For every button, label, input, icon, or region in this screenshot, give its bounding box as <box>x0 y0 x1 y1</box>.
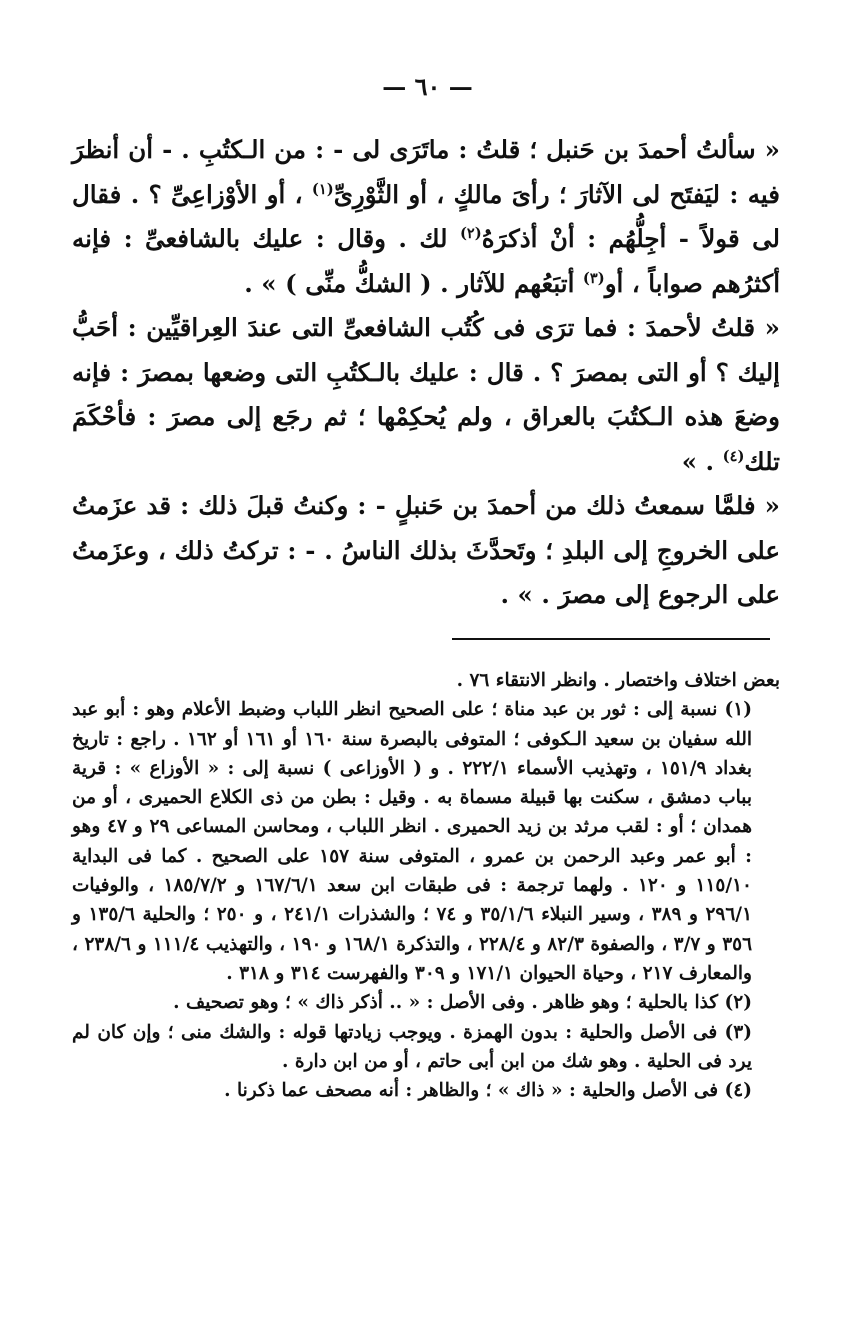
footnote-ref-1[interactable]: (١) <box>311 180 334 198</box>
paragraph-3: « فلمَّا سمعتُ ذلك من أحمدَ بن حَنبلٍ - : وكنتُ قبلَ ذلك : قد عزَمتُ على الخروجِ إلى البلدِ ؛ وتَحدَّثَ بذلك الناسُ . - : تركتُ ذلك ، وعزَمتُ على الرجوع إلى مصرَ . » . <box>72 491 780 609</box>
page-number: — ٦٠ — <box>382 72 473 101</box>
footnote-4: (٤) فى الأصل والحلية : « ذاك » ؛ والظاهر : أنه مصحف عما ذكرنا . <box>224 1080 752 1102</box>
footnotes <box>72 666 780 1105</box>
footnote-ref-2[interactable]: (٢) <box>459 224 482 242</box>
footnote-continuation: بعض اختلاف واختصار . وانظر الانتقاء ٧٦ . <box>456 670 780 691</box>
footnote-3: (٣) فى الأصل والحلية : بدون الهمزة . ويوجب زيادتها قوله : والشك منى ؛ وإن كان لم يرد فى الحلية . وهو شك من ابن أبى حاتم ، أو من ابن دارة . <box>72 1021 752 1072</box>
footnote-ref-4[interactable]: (٤) <box>722 447 745 465</box>
paragraph-1: « سألتُ أحمدَ بن حَنبل ؛ قلتُ : ماتَرَى لى - : من الـكتُبِ . - أن أنظرَ فيه : ليَفتَح لى الآثارَ ؛ رأىَ مالكٍ ، أو الثَّوْرِىِّ$^{(١)}$ ، أو الأوْزاعِىِّ ؟ . فقال لى قولاً - أجِلُّهُم : أنْ أذكرَهُ$^{(٢)}$ لك . وقال : عليك بالشافعىِّ : فإنه أكثرُهم صواباً ، أو$^{(٣)}$ أتبَعُهم للآثار . ( الشكُّ منِّى ) » . <box>72 135 781 298</box>
footnote-2: (٢) كذا بالحلية ؛ وهو ظاهر . وفى الأصل : « .. أذكر ذاك » ؛ وهو تصحيف . <box>173 992 752 1014</box>
main-text <box>72 128 780 618</box>
footnote-separator <box>452 638 770 640</box>
footnote-1: (١) نسبة إلى : ثور بن عبد مناة ؛ على الصحيح انظر اللباب وضبط الأعلام وهو : أبو عبد الله سفيان بن سعيد الـكوفى ؛ المتوفى بالبصرة سنة ١٦٠ أو ١٦١ أو ١٦٢ . راجع : تاريخ بغداد ١٥١/٩ ، وتهذيب الأسماء ٢٢٢/١ . و ( الأوزاعى ) نسبة إلى : « الأوزاع » : قرية بباب دمشق ، سكنت بها قبيلة مسماة به . وقيل : بطن من ذى الكلاع الحميرى ، أو من همدان ؛ أو : لقب مرثد بن زيد الحميرى . انظر اللباب ، ومحاسن المساعى ٢٩ و ٤٧ وهو : أبو عمر وعبد الرحمن بن عمرو ، المتوفى سنة ١٥٧ على الصحيح . كما فى البداية ١١٥/١٠ و ١٢٠ . ولهما ترجمة : فى طبقات ابن سعد ١٦٧/٦/١ و ١٨٥/٧/٢ ، والوفيات ٢٩٦/١ و ٣٨٩ ، وسير النبلاء ٣٥/١/٦ و ٧٤ ؛ والشذرات ٢٤١/١ ، و ٢٥٠ ؛ والحلية ١٣٥/٦ و ٣٥٦ و ٣/٧ ، والصفوة ٨٢/٣ و ٢٢٨/٤ ، والتذكرة ١٦٨/١ و ١٩٠ ، والتهذيب ١١١/٤ و ٢٣٨/٦ ، والمعارف ٢١٧ ، وحياة الحيوان ١٧١/١ و ٣٠٩ والفهرست ٣١٤ و ٣١٨ . <box>72 699 753 984</box>
footnote-ref-3[interactable]: (٣) <box>582 269 605 287</box>
paragraph-2: « قلتُ لأحمدَ : فما ترَى فى كُتُب الشافعىِّ التى عندَ العِراقيِّين : أحَبُّ إليك ؟ أو التى بمصرَ ؟ . قال : عليك بالـكتُبِ التى وضعها بمصرَ : فإنه وضعَ هذه الـكتُبَ بالعراق ، ولم يُحكِمْها ؛ ثم رجَع إلى مصرَ : فأحْكَمَ تلك$^{(٤)}$ . » <box>72 313 780 476</box>
